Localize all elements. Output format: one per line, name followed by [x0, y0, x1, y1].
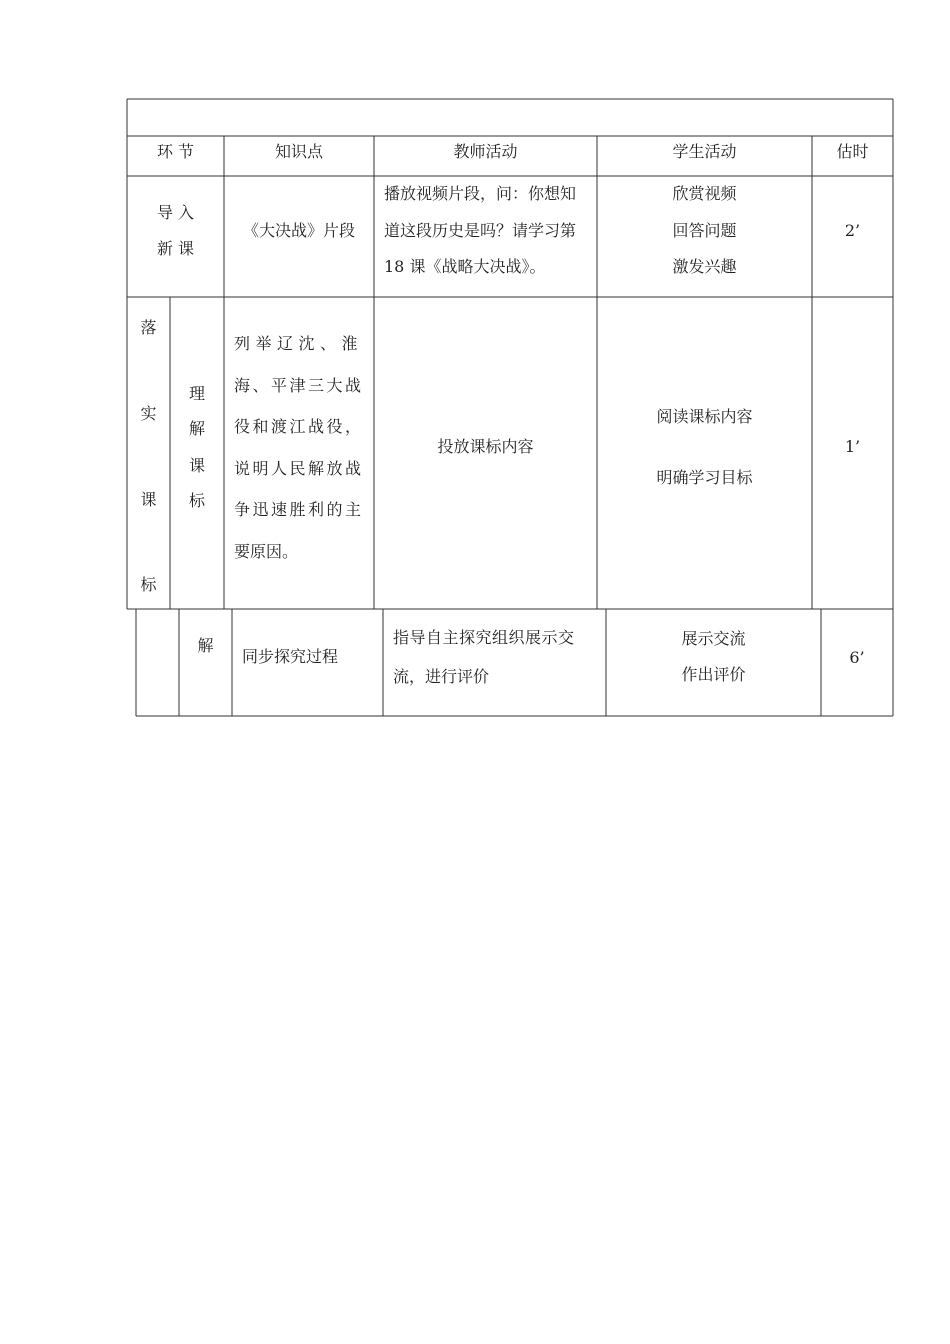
standard-inner-char4: 标	[188, 491, 205, 510]
standard-time: 1’	[844, 437, 861, 456]
explore-teacher-line2: 流，进行评价	[393, 667, 490, 686]
intro-student-line2: 回答问题	[672, 221, 737, 240]
explore-teacher-line1: 指导自主探究组织展示交	[393, 628, 575, 647]
intro-section-line1: 导 入	[156, 203, 195, 222]
standard-teacher: 投放课标内容	[437, 437, 534, 456]
explore-student-line2: 作出评价	[681, 665, 746, 684]
header-knowledge: 知识点	[274, 142, 323, 161]
intro-teacher-line3: 18 课《战略大决战》。	[384, 257, 546, 276]
explore-knowledge: 同步探究过程	[242, 647, 339, 666]
standard-knowledge-line2: 海、平津三大战	[234, 376, 364, 395]
intro-teacher-line2: 道这段历史是吗？请学习第	[384, 221, 577, 240]
intro-teacher-line1: 播放视频片段，问：你想知	[384, 184, 577, 203]
intro-student-line3: 激发兴趣	[672, 257, 737, 276]
explore-time: 6’	[849, 648, 865, 667]
intro-knowledge: 《大决战》片段	[242, 221, 355, 240]
explore-student-line1: 展示交流	[681, 629, 746, 648]
intro-time: 2’	[844, 221, 861, 240]
standard-outer-char4: 标	[140, 575, 157, 594]
header-teacher: 教师活动	[453, 142, 518, 161]
standard-knowledge-line5: 争迅速胜利的主	[234, 500, 364, 519]
standard-knowledge-line3: 役和渡江战役，	[234, 417, 364, 436]
standard-outer-char1: 落	[140, 318, 157, 337]
standard-student-line2: 明确学习目标	[656, 468, 753, 487]
standard-inner-char2: 解	[188, 419, 205, 438]
header-section: 环 节	[156, 142, 195, 161]
standard-inner-char1: 理	[188, 384, 205, 403]
intro-section-line2: 新 课	[156, 239, 195, 258]
standard-knowledge-line1: 列举辽沈、淮	[234, 334, 364, 353]
standard-student-line1: 阅读课标内容	[656, 407, 753, 426]
standard-inner-char3: 课	[188, 456, 205, 475]
intro-student-line1: 欣赏视频	[672, 184, 737, 203]
standard-outer-char2: 实	[140, 404, 157, 423]
header-time: 估时	[836, 142, 869, 161]
standard-knowledge-line4: 说明人民解放战	[234, 459, 364, 478]
explore-inner-char: 解	[197, 636, 214, 655]
standard-outer-char3: 课	[140, 490, 157, 509]
standard-knowledge-line6: 要原因。	[234, 542, 299, 561]
header-student: 学生活动	[672, 142, 737, 161]
